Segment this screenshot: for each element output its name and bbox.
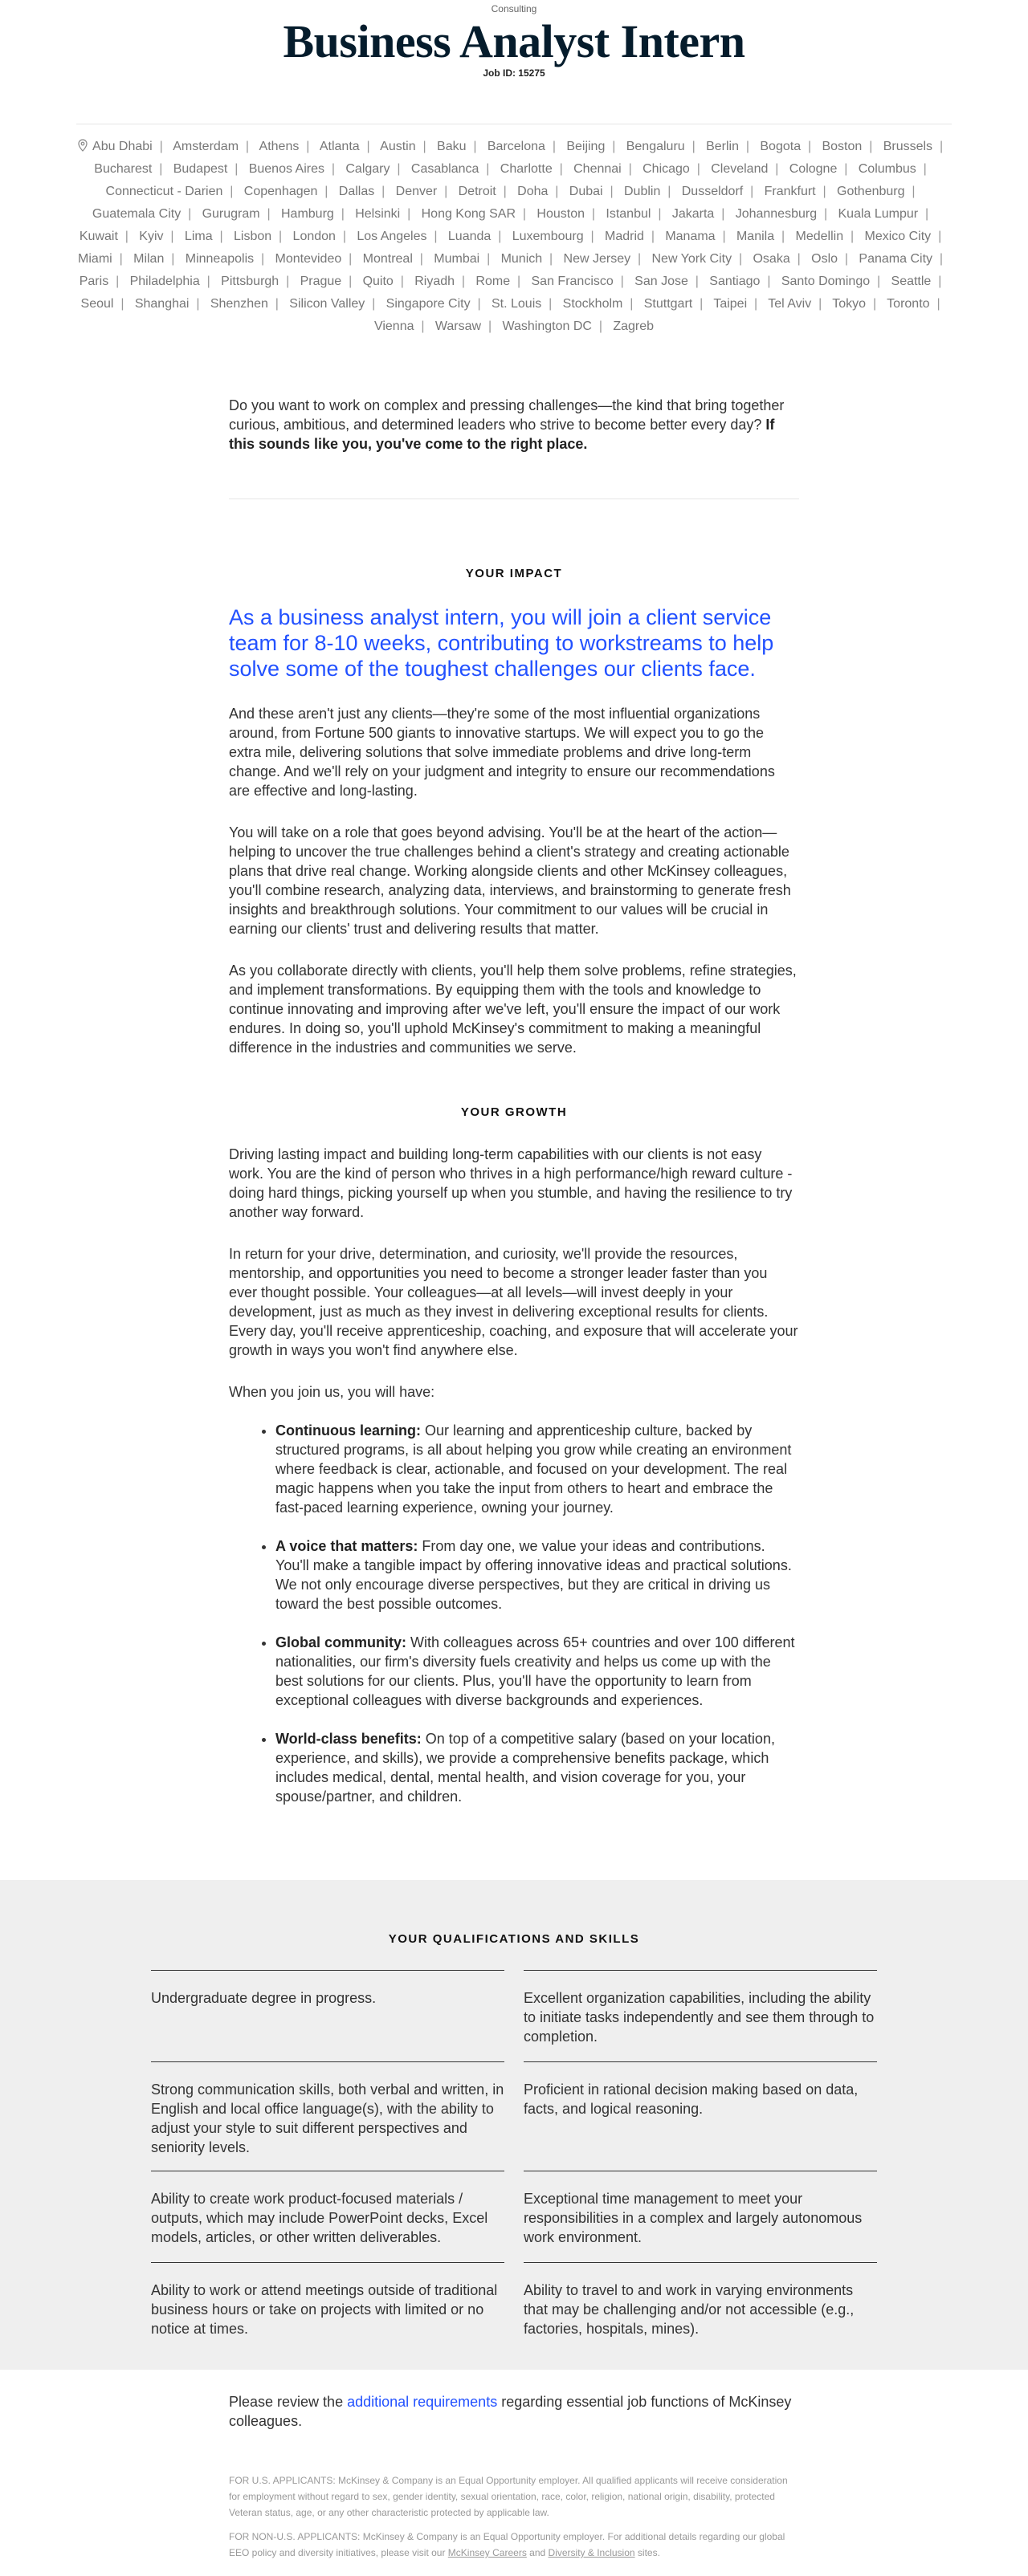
review-text: Please review the [229, 2394, 348, 2410]
qualification-item: Strong communication skills, both verbal and written, in English and local office language(s), with the ability to adjust your style to suit different perspectives and seniority levels. [151, 2061, 504, 2171]
qualification-item: Proficient in rational decision making based on data, facts, and logical reasoning. [524, 2061, 877, 2171]
location-item: Seoul | [81, 297, 132, 311]
location-item: Toronto | [887, 297, 947, 311]
location-item: Berlin | [706, 140, 757, 153]
review-text: regarding essential job functions of McKinsey colleagues. [229, 2394, 792, 2429]
location-item: Gothenburg | [837, 185, 922, 198]
location-item: Luanda | [448, 230, 508, 243]
job-id: Job ID: 15275 [483, 67, 545, 79]
location-item: Quito | [363, 275, 411, 288]
qualification-item: Undergraduate degree in progress. [151, 1970, 504, 2061]
benefit-text: Our learning and apprenticeship culture, backed by structured programs, is all about helping you grow while creating an environment where feedback is clear, actionable, and focused on your development. The real magic happens when you take the input from others to heart and embrace the fast-paced learning experience, owning your journey. [275, 1422, 792, 1516]
impact-lead: As a business analyst intern, you will join a client service team for 8-10 weeks, contributing to workstreams to help solve some of the toughest challenges our clients face. [229, 605, 774, 681]
location-item: Tel Aviv | [768, 297, 829, 311]
qualification-item: Ability to travel to and work in varying environments that may be challenging and/or not accessible (e.g., factories, hospitals, mines). [524, 2262, 877, 2334]
location-item: Hamburg | [281, 207, 352, 221]
qualifications-heading: YOUR QUALIFICATIONS AND SKILLS [388, 1932, 640, 1946]
location-item: Buenos Aires | [249, 162, 342, 176]
location-item: Milan | [133, 252, 182, 266]
location-item: Beijing | [566, 140, 622, 153]
location-item: Denver | [396, 185, 455, 198]
location-item: Montevideo | [275, 252, 360, 266]
location-item: London | [293, 230, 353, 243]
growth-paragraph: Driving lasting impact and building long-term capabilities with our clients is not easy work. You are the kind of person who thrives in a high performance/high reward culture - doing hard things, picking yourself up when you stumble, and having the resilience to try another way forward. [229, 1146, 793, 1220]
list-item [275, 1633, 799, 1710]
location-item: Lima | [185, 230, 230, 243]
mckinsey-careers-link[interactable]: McKinsey Careers [447, 2547, 527, 2558]
location-item: Shenzhen | [210, 297, 286, 311]
location-item: St. Louis | [492, 297, 559, 311]
qualification-item: Excellent organization capabilities, including the ability to initiate tasks independently and see them through to completion. [524, 1970, 877, 2061]
list-item [275, 1729, 799, 1806]
location-item: Amsterdam | [173, 140, 256, 153]
impact-paragraph: And these aren't just any clients—they're some of the most influential organizations around, from Fortune 500 giants to innovative startups. We will expect you to go the extra mile, delivering solutions that solve immediate problems and drive long-term change. And we'll rely on your judgment and integrity to ensure our recommendations are effective and long-lasting. [229, 706, 775, 799]
location-item: Montreal | [363, 252, 430, 266]
location-item: Hong Kong SAR | [422, 207, 533, 221]
location-item: Detroit | [459, 185, 514, 198]
location-item: Connecticut - Darien | [106, 185, 241, 198]
location-item: Mexico City | [864, 230, 948, 243]
location-item: Vienna | [374, 319, 431, 333]
location-item: Dusseldorf | [682, 185, 761, 198]
location-item: Helsinki | [355, 207, 418, 221]
location-item: Gurugram | [202, 207, 278, 221]
benefit-title: A voice that matters: [275, 1538, 418, 1554]
intro-text: Do you want to work on complex and pressing challenges—the kind that bring together curious, ambitious, and determined leaders who strive to become better every day? [229, 397, 785, 433]
legal-text: FOR NON-U.S. APPLICANTS: McKinsey & Company is an Equal Opportunity employer. For additional details regarding our global EEO policy and diversity initiatives, please visit our [229, 2531, 785, 2558]
location-item: Johannesburg | [736, 207, 834, 221]
location-item: San Jose | [634, 275, 706, 288]
footer [229, 2392, 799, 2561]
location-item: Atlanta | [320, 140, 377, 153]
location-item: Osaka | [753, 252, 807, 266]
location-item: Luxembourg | [512, 230, 602, 243]
location-item: Riyadh | [414, 275, 472, 288]
legal-non-us [229, 2529, 799, 2561]
location-item: Panama City | [859, 252, 950, 266]
location-item: Silicon Valley | [289, 297, 382, 311]
qualifications-section [0, 1880, 1028, 2370]
location-item: Mumbai | [434, 252, 497, 266]
growth-paragraph: When you join us, you will have: [229, 1384, 435, 1400]
location-item: Bengaluru | [626, 140, 703, 153]
benefit-title: World-class benefits: [275, 1731, 422, 1747]
location-item: Austin | [380, 140, 433, 153]
location-item: Kuala Lumpur | [838, 207, 936, 221]
impact-paragraph: You will take on a role that goes beyond advising. You'll be at the heart of the action—helping to uncover the true challenges behind a client's strategy and creating actionable plans that drive real change. Working alongside clients and other McKinsey colleagues, you'll combine research, analyzing data, interviews, and brainstorming to generate fresh insights and breakthrough solutions. Your commitment to our values will be crucial in earning our clients' trust and delivering results that matter. [229, 824, 791, 937]
location-item: Pittsburgh | [221, 275, 296, 288]
benefits-list [229, 1421, 799, 1806]
diversity-inclusion-link[interactable]: Diversity & Inclusion [548, 2547, 635, 2558]
review-requirements [229, 2392, 799, 2431]
location-item: New York City | [652, 252, 750, 266]
location-item: Santiago | [709, 275, 777, 288]
location-item: Shanghai | [135, 297, 207, 311]
benefit-text: With colleagues across 65+ countries and over 100 different nationalities, our firm's diversity fuels creativity and helps us come up with the best solutions for our clients. Plus, you'll have the opportunity to learn from exceptional colleagues with diverse backgrounds and experiences. [275, 1634, 795, 1708]
additional-requirements-link[interactable]: additional requirements [347, 2394, 498, 2410]
location-item: Dublin | [624, 185, 678, 198]
location-item: Budapest | [173, 162, 246, 176]
location-item: Bogota | [760, 140, 818, 153]
location-item: Oslo | [811, 252, 855, 266]
job-header [0, 0, 1028, 124]
locations-list [76, 124, 952, 338]
location-item: Cologne | [789, 162, 855, 176]
location-item: Kyiv | [139, 230, 181, 243]
location-item: Prague | [300, 275, 360, 288]
location-item: Zagreb [613, 319, 655, 333]
location-item: Lisbon | [234, 230, 289, 243]
location-item: Charlotte | [500, 162, 570, 176]
location-item: Bucharest | [94, 162, 169, 176]
location-item: Houston | [536, 207, 602, 221]
location-item: Frankfurt | [765, 185, 834, 198]
qualifications-grid [151, 1970, 877, 2337]
location-item: Calgary | [345, 162, 407, 176]
location-item: Guatemala City | [92, 207, 198, 221]
location-item: Tokyo | [832, 297, 883, 311]
location-item: Paris | [80, 275, 126, 288]
benefit-text: On top of a competitive salary (based on your location, experience, and skills), we provide a comprehensive benefits package, which includes medical, dental, mental health, and vision coverage for you, your spouse/partner, and children. [275, 1731, 775, 1805]
location-item: Baku | [437, 140, 483, 153]
location-item: Singapore City | [386, 297, 488, 311]
job-description [229, 396, 799, 1806]
legal-text: and [526, 2547, 549, 2558]
location-item: Warsaw | [435, 319, 499, 333]
qualification-item: Ability to create work product-focused materials / outputs, which may include PowerPoint decks, Excel models, articles, or other written deliverables. [151, 2171, 504, 2262]
location-item: Manila | [736, 230, 792, 243]
location-item: Los Angeles | [357, 230, 444, 243]
location-item: Philadelphia | [130, 275, 218, 288]
location-item: Istanbul | [606, 207, 668, 221]
location-item: Boston | [822, 140, 879, 153]
location-item: Copenhagen | [244, 185, 336, 198]
job-category: Consulting [491, 3, 537, 14]
location-item: Manama | [665, 230, 732, 243]
growth-heading: YOUR GROWTH [460, 1105, 568, 1119]
location-item: Casablanca | [411, 162, 496, 176]
location-item: Washington DC | [502, 319, 609, 333]
list-item [275, 1536, 799, 1614]
location-item: Abu Dhabi | [92, 140, 170, 153]
location-item: Medellin | [796, 230, 862, 243]
location-item: Santo Domingo | [781, 275, 887, 288]
location-item: Madrid | [605, 230, 662, 243]
location-item: Cleveland | [711, 162, 785, 176]
intro-bold: If this sounds like you, you've come to the right place. [229, 417, 775, 452]
location-item: Barcelona | [487, 140, 563, 153]
location-item: Minneapolis | [186, 252, 271, 266]
benefit-text: From day one, we value your ideas and contributions. You'll make a tangible impact by offering innovative ideas and practical solutions. We not only encourage diverse perspectives, but they are critical in driving us toward the best possible outcomes. [275, 1538, 792, 1612]
location-item: San Francisco | [532, 275, 631, 288]
location-item: Brussels | [883, 140, 950, 153]
location-item: Dallas | [339, 185, 392, 198]
location-item: Stockholm | [563, 297, 641, 311]
location-item: Taipei | [713, 297, 765, 311]
qualification-item: Exceptional time management to meet your responsibilities in a complex and largely autonomous work environment. [524, 2171, 877, 2262]
location-item: Jakarta | [672, 207, 732, 221]
location-item: Rome | [475, 275, 528, 288]
location-item: Dubai | [569, 185, 621, 198]
location-item: Munich | [501, 252, 561, 266]
location-item: Miami | [78, 252, 130, 266]
legal-text: sites. [634, 2547, 660, 2558]
location-item: Columbus | [859, 162, 934, 176]
location-item: Chicago | [642, 162, 708, 176]
location-item: Seattle | [891, 275, 949, 288]
impact-heading: YOUR IMPACT [465, 567, 563, 580]
location-item: Doha | [517, 185, 565, 198]
intro-paragraph [229, 396, 799, 499]
location-pin-icon [78, 137, 88, 150]
benefit-title: Global community: [275, 1634, 407, 1650]
location-item: Chennai | [573, 162, 639, 176]
impact-paragraph: As you collaborate directly with clients, you'll help them solve problems, refine strategies, and implement transformations. By equipping them with the tools and knowledge to continue innovating and improving after we've left, you'll ensure the impact of our work endures. In doing so, you'll uphold McKinsey's commitment to making a meaningful difference in the industries and communities we serve. [229, 962, 797, 1056]
location-item: New Jersey | [564, 252, 649, 266]
location-item: Athens | [259, 140, 317, 153]
benefit-title: Continuous learning: [275, 1422, 421, 1439]
location-item: Kuwait | [80, 230, 136, 243]
location-item: Stuttgart | [644, 297, 710, 311]
growth-paragraph: In return for your drive, determination, and curiosity, we'll provide the resources, mentorship, and opportunities you need to become a stronger leader faster than you ever thought possible. Your colleagues—at all levels—will invest deeply in your development, just as much as they invest in delivering exceptional results for clients. Every day, you'll receive apprenticeship, coaching, and exposure that will accelerate your growth in ways you won't find anywhere else. [229, 1246, 798, 1358]
page-title: Business Analyst Intern [283, 15, 745, 67]
list-item [275, 1421, 799, 1517]
qualification-item: Ability to work or attend meetings outside of traditional business hours or take on projects with limited or no notice at times. [151, 2262, 504, 2334]
legal-us: FOR U.S. APPLICANTS: McKinsey & Company is an Equal Opportunity employer. All qualified applicants will receive consideration for employment without regard to sex, gender identity, sexual orientation, race, color, religion, national origin, disability, protected Veteran status, age, or any other characteristic protected by applicable law. [229, 2475, 788, 2518]
